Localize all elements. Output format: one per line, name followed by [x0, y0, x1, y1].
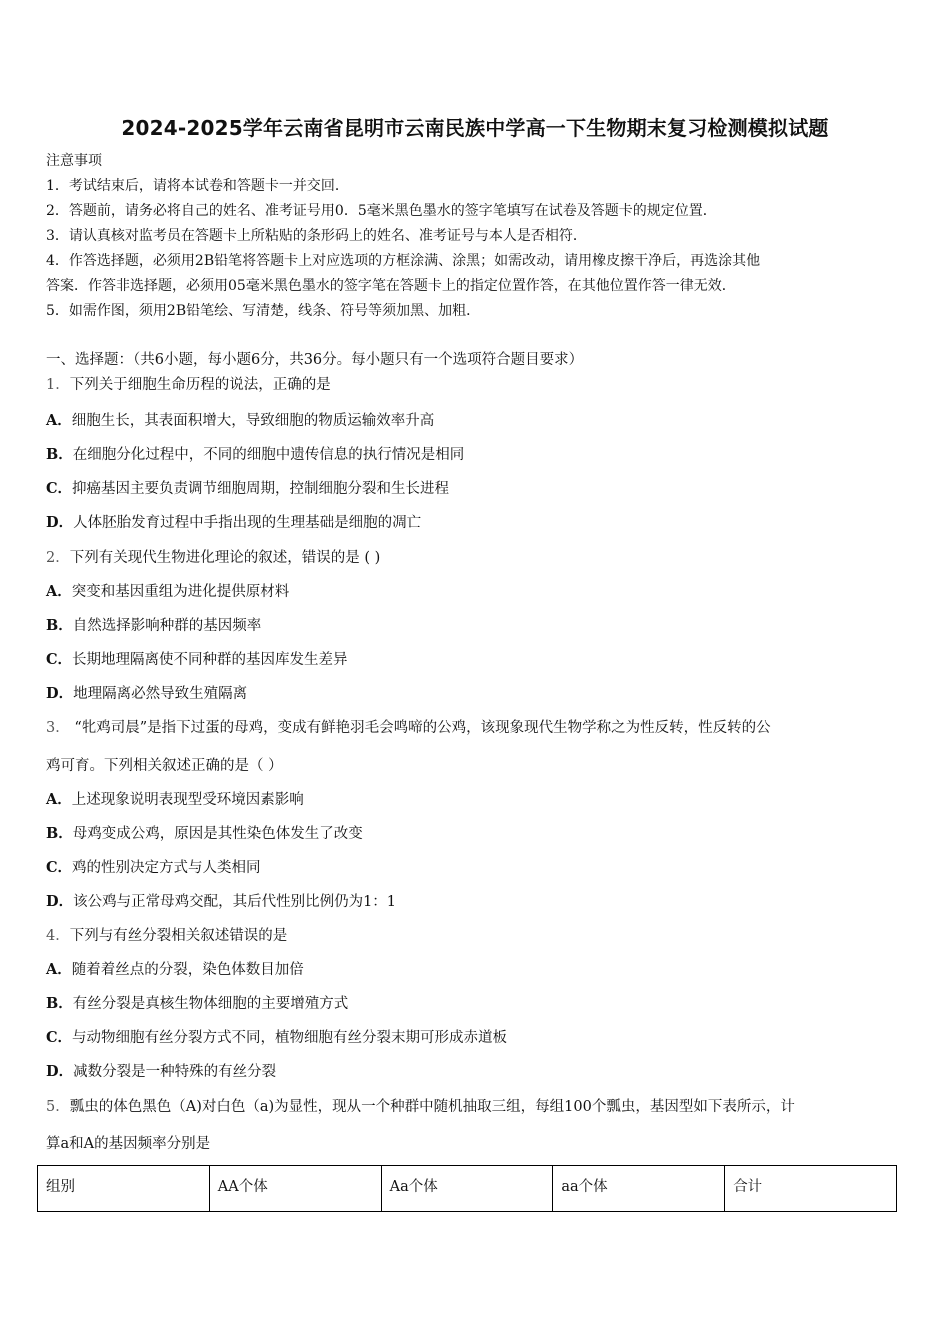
option-letter: A． — [46, 412, 72, 429]
question-2 — [46, 548, 380, 568]
question-3-continued: 鸡可育。下列相关叙述正确的是（ ） — [46, 758, 283, 774]
option-b — [46, 445, 464, 465]
option-b — [46, 616, 261, 636]
question-stem: “牝鸡司晨”是指下过蛋的母鸡，变成有鲜艳羽毛会鸣啼的公鸡，该现象现代生物学称之为性反转，性反转的公 — [69, 720, 771, 736]
option-text: 与动物细胞有丝分裂方式不同，植物细胞有丝分裂末期可形成赤道板 — [72, 1030, 508, 1046]
option-c — [46, 650, 348, 670]
option-letter: D． — [46, 893, 74, 910]
table-header-row — [38, 1166, 897, 1212]
option-a — [46, 960, 304, 980]
table-header-cell: AA个体 — [209, 1166, 381, 1212]
option-letter: B． — [46, 617, 73, 634]
option-text: 自然选择影响种群的基因频率 — [72, 618, 262, 634]
option-c — [46, 1028, 507, 1048]
option-letter: D． — [46, 685, 74, 702]
table-header-cell: aa个体 — [553, 1166, 725, 1212]
table-header-cell: Aa个体 — [381, 1166, 553, 1212]
option-d — [46, 892, 396, 912]
option-text: 人体胚胎发育过程中手指出现的生理基础是细胞的凋亡 — [73, 515, 422, 531]
option-text: 在细胞分化过程中，不同的细胞中遗传信息的执行情况是相同 — [72, 447, 465, 463]
option-a — [46, 411, 434, 431]
option-letter: C． — [46, 859, 73, 876]
notice-item: 4．作答选择题，必须用2B铅笔将答题卡上对应选项的方框涂满、涂黑；如需改动，请用橡皮擦干净后，再选涂其他 — [46, 253, 761, 269]
table-header-cell: 组别 — [38, 1166, 210, 1212]
question-4 — [46, 926, 287, 946]
option-a — [46, 790, 304, 810]
option-d — [46, 1062, 276, 1082]
question-5-continued: 算a和A的基因频率分别是 — [46, 1136, 211, 1152]
notice-item: 3．请认真核对监考员在答题卡上所粘贴的条形码上的姓名、准考证号与本人是否相符． — [46, 228, 587, 244]
question-number: 4． — [46, 928, 70, 944]
notice-item: 5．如需作图，须用2B铅笔绘、写清楚，线条、符号等须加黑、加粗． — [46, 303, 481, 319]
notice-heading: 注意事项 — [46, 153, 102, 169]
question-number: 3． — [46, 720, 70, 736]
question-number: 1． — [46, 377, 70, 393]
option-text: 有丝分裂是真核生物体细胞的主要增殖方式 — [72, 996, 349, 1012]
notice-item: 1．考试结束后，请将本试卷和答题卡一并交回． — [46, 178, 349, 194]
option-b — [46, 994, 348, 1014]
option-letter: A． — [46, 961, 72, 978]
option-letter: D． — [46, 514, 74, 531]
option-c — [46, 858, 261, 878]
option-text: 减数分裂是一种特殊的有丝分裂 — [73, 1064, 277, 1080]
option-text: 该公鸡与正常母鸡交配，其后代性别比例仍为1：1 — [73, 894, 397, 910]
question-stem: 下列与有丝分裂相关叙述错误的是 — [69, 928, 288, 944]
option-letter: A． — [46, 791, 72, 808]
question-5 — [46, 1097, 795, 1117]
option-text: 突变和基因重组为进化提供原材料 — [71, 584, 290, 600]
question-stem: 下列有关现代生物进化理论的叙述，错误的是 ( ) — [69, 550, 381, 566]
notice-item: 答案．作答非选择题，必须用05毫米黑色墨水的签字笔在答题卡上的指定位置作答，在其他位置作答一律无效． — [46, 278, 736, 294]
question-number: 5． — [46, 1099, 70, 1115]
option-letter: B． — [46, 995, 73, 1012]
option-a — [46, 582, 289, 602]
option-letter: B． — [46, 825, 73, 842]
section-heading: 一、选择题：（共6小题，每小题6分，共36分。每小题只有一个选项符合题目要求） — [46, 352, 584, 368]
option-text: 母鸡变成公鸡，原因是其性染色体发生了改变 — [72, 826, 363, 842]
question-stem: 瓢虫的体色黑色（A)对白色（a)为显性，现从一个种群中随机抽取三组，每组100个瓢虫，基因型如下表所示，计 — [69, 1099, 795, 1115]
option-b — [46, 824, 363, 844]
option-text: 抑癌基因主要负责调节细胞周期，控制细胞分裂和生长进程 — [72, 481, 450, 497]
question-1 — [46, 375, 331, 395]
option-letter: A． — [46, 583, 72, 600]
page-title: 2024-2025学年云南省昆明市云南民族中学高一下生物期末复习检测模拟试题 — [121, 116, 829, 140]
option-text: 鸡的性别决定方式与人类相同 — [72, 860, 261, 876]
question-3 — [46, 718, 771, 738]
option-text: 地理隔离必然导致生殖隔离 — [73, 686, 248, 702]
option-letter: B． — [46, 446, 73, 463]
option-letter: C． — [46, 1029, 73, 1046]
genotype-table — [37, 1165, 897, 1212]
option-letter: D． — [46, 1063, 74, 1080]
option-text: 长期地理隔离使不同种群的基因库发生差异 — [72, 652, 348, 668]
option-d — [46, 513, 421, 533]
option-c — [46, 479, 449, 499]
option-text: 细胞生长，其表面积增大，导致细胞的物质运输效率升高 — [71, 413, 435, 429]
notice-item: 2．答题前，请务必将自己的姓名、准考证号用0．5毫米黑色墨水的签字笔填写在试卷及答题卡的规定位置． — [46, 203, 717, 219]
question-stem: 下列关于细胞生命历程的说法，正确的是 — [69, 377, 331, 393]
question-number: 2． — [46, 550, 70, 566]
option-letter: C． — [46, 651, 73, 668]
option-letter: C． — [46, 480, 73, 497]
option-text: 随着着丝点的分裂，染色体数目加倍 — [71, 962, 304, 978]
option-d — [46, 684, 247, 704]
option-text: 上述现象说明表现型受环境因素影响 — [71, 792, 304, 808]
table-header-cell: 合计 — [725, 1166, 897, 1212]
